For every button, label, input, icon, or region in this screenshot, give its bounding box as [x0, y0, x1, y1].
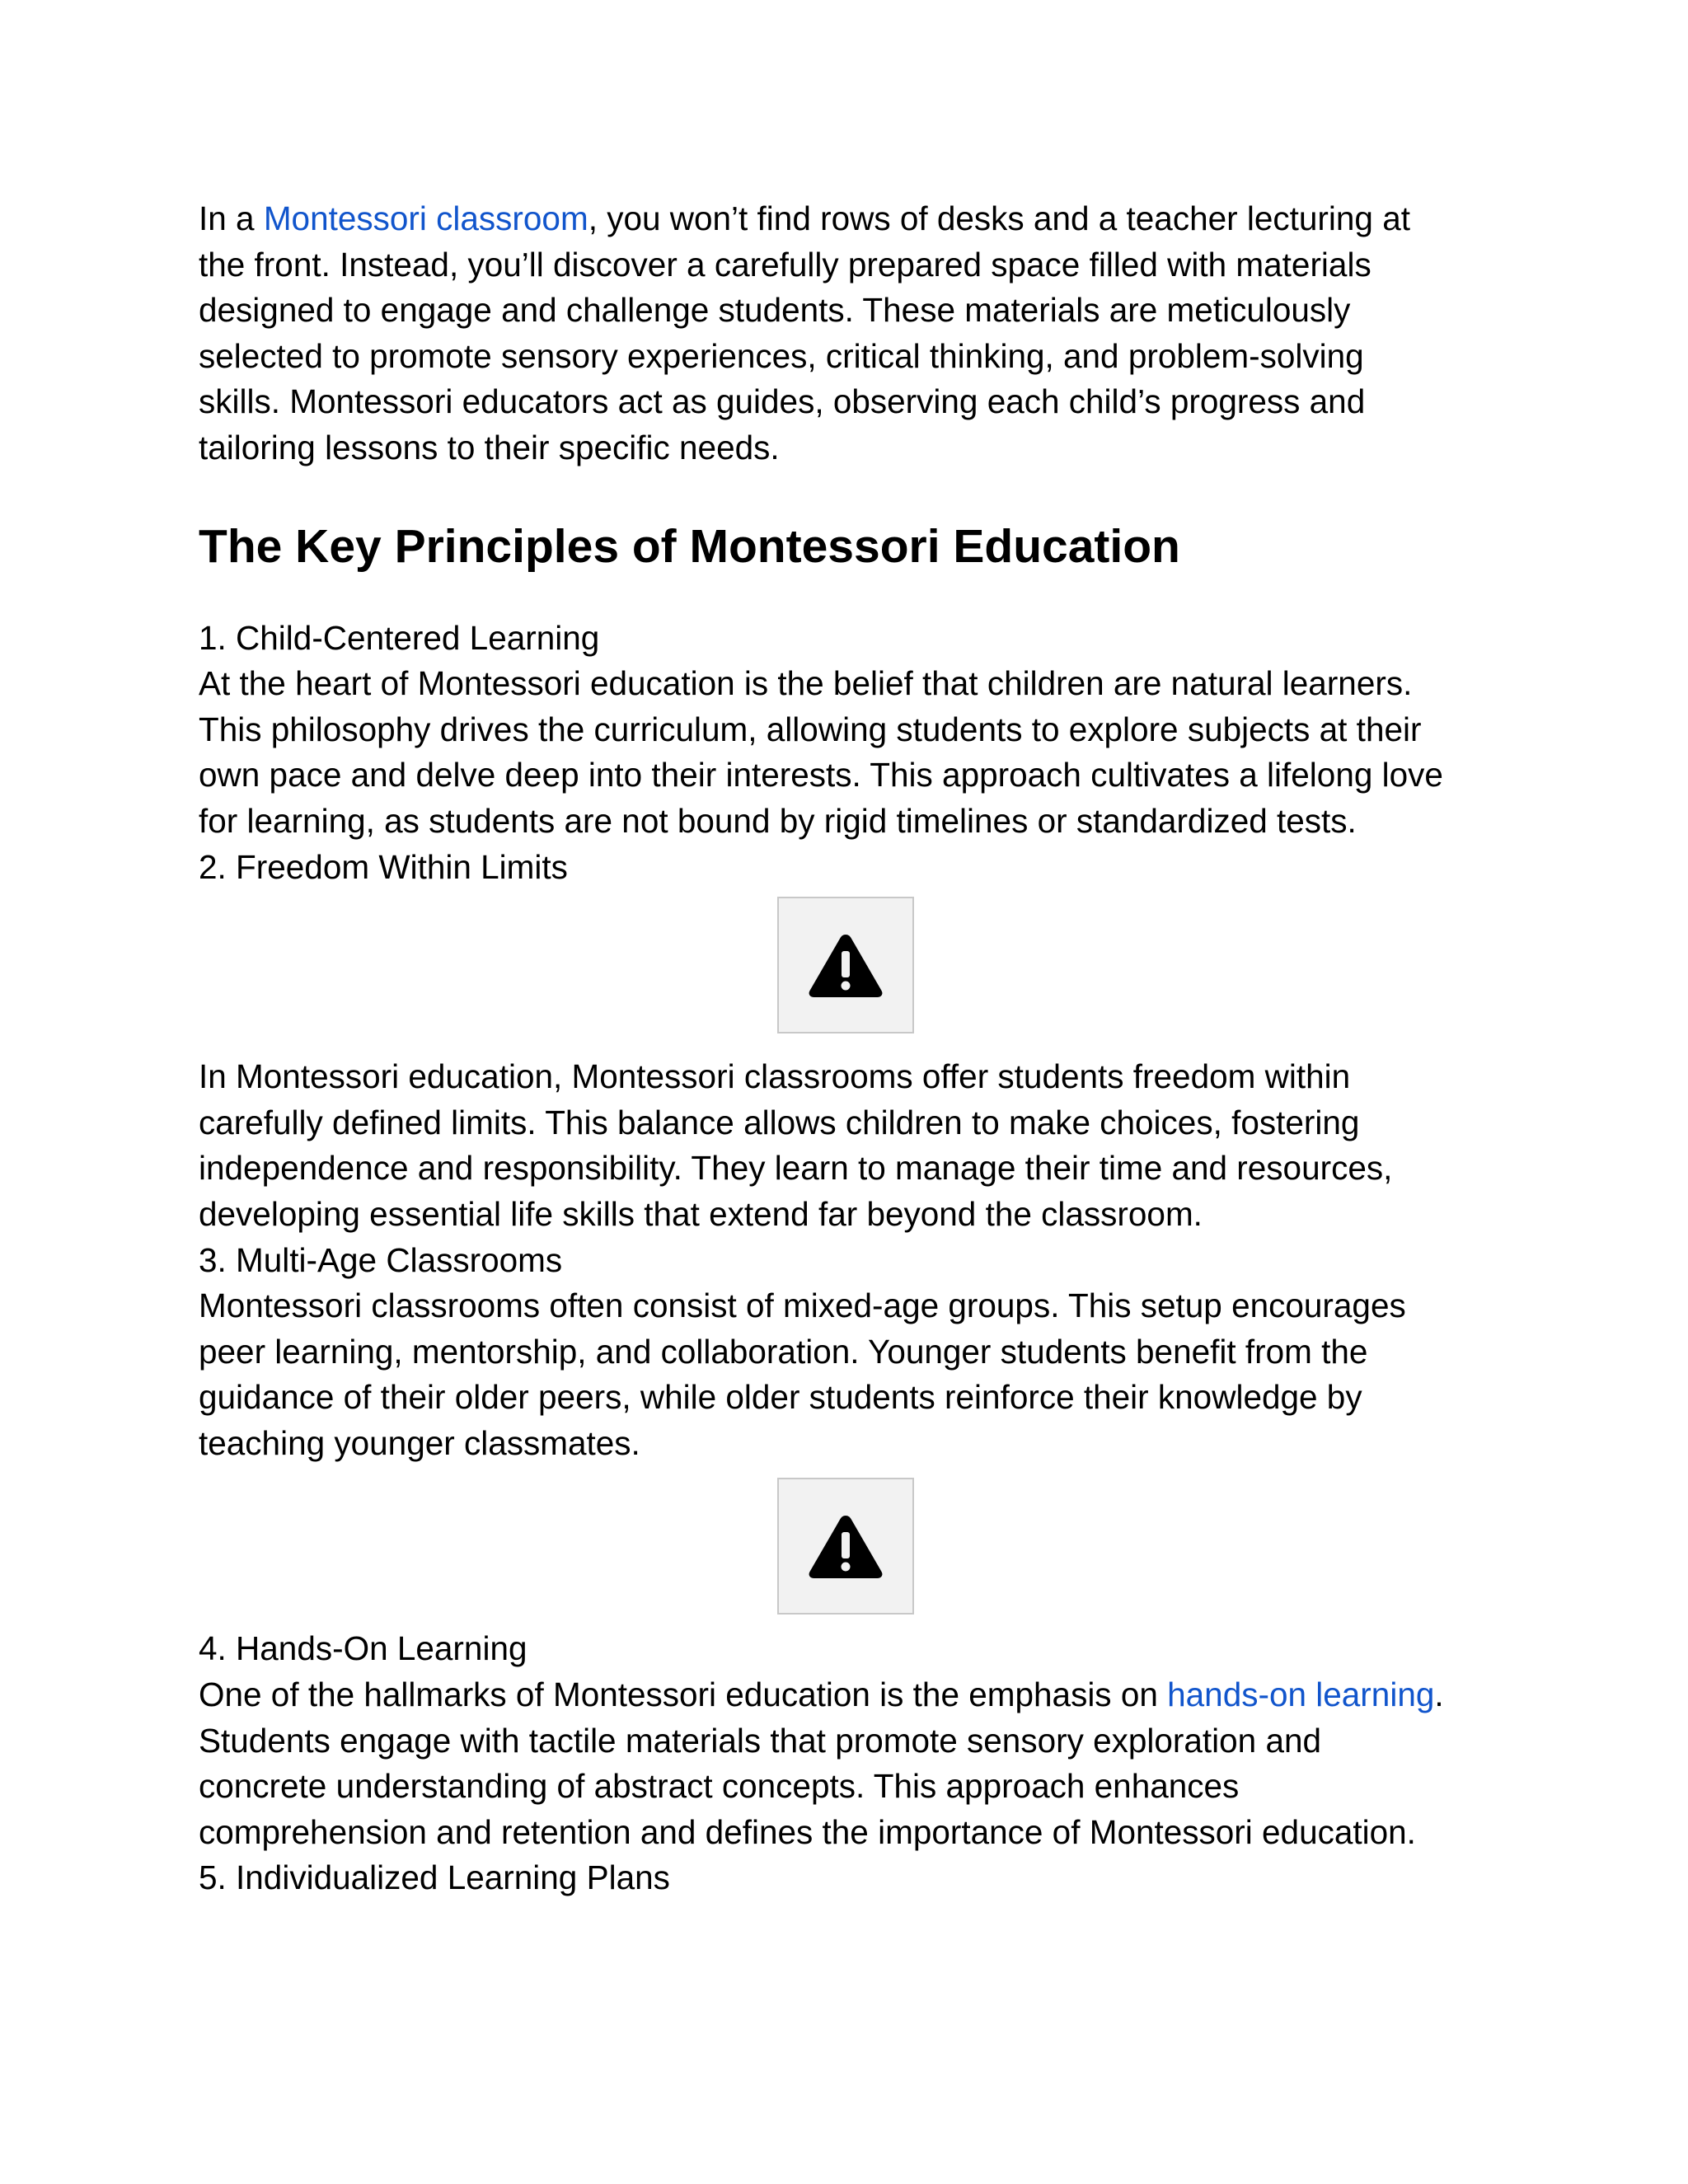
intro-text-rest: , you won’t find rows of desks and a teacher lecturing at the front. Instead, you’ll discover a carefully prepared space filled with materials designed to engage and challenge students. These materials are meticulously selected to promote sensory experiences, critical thinking, and problem-solving skills. Montessori educators act as guides, observing each child’s progress and tailoring lessons to their specific needs.	[199, 199, 1410, 466]
principle-1-title: 1. Child-Centered Learning	[199, 618, 600, 657]
principle-3-body: Montessori classrooms often consist of mixed-age groups. This setup encourages peer learning, mentorship, and collaboration. Younger students benefit from the guidance of their older peers, while older students reinforce their knowledge by teaching younger classmates.	[199, 1286, 1406, 1462]
image-container	[199, 897, 1493, 1033]
broken-image-placeholder	[777, 1478, 914, 1615]
spacer	[199, 890, 1493, 897]
warning-icon	[807, 931, 884, 999]
principle-4-body	[199, 1672, 1493, 1855]
broken-image-placeholder	[777, 897, 914, 1033]
principle-3-title: 3. Multi-Age Classrooms	[199, 1240, 563, 1279]
principle-2-title: 2. Freedom Within Limits	[199, 847, 568, 886]
spacer	[199, 1615, 1493, 1626]
section-heading: The Key Principles of Montessori Education	[199, 519, 1180, 573]
principle-4-text-start: One of the hallmarks of Montessori education is the emphasis on	[199, 1675, 1168, 1714]
principle-2-body: In Montessori education, Montessori classrooms offer students freedom within carefully defined limits. This balance allows children to make choices, fostering independence and responsibility. They learn to manage their time and resources, developing essential life skills that extend far beyond the classroom.	[199, 1057, 1393, 1233]
principle-5-title: 5. Individualized Learning Plans	[199, 1858, 670, 1897]
principle-4-title: 4. Hands-On Learning	[199, 1629, 528, 1668]
article-content	[199, 196, 1493, 1901]
spacer	[199, 1033, 1493, 1054]
hands-on-learning-link[interactable]: hands-on learning	[1167, 1675, 1435, 1714]
warning-icon	[807, 1512, 884, 1580]
intro-text-start: In a	[199, 199, 264, 237]
spacer	[199, 1466, 1493, 1478]
principle-4-text-rest: . Students engage with tactile materials that promote sensory exploration and concrete understanding of abstract concepts. This approach enhances comprehension and retention and defines the importance of Montessori education.	[199, 1675, 1444, 1851]
image-container	[199, 1478, 1493, 1615]
spacer	[199, 575, 1493, 616]
montessori-classroom-link[interactable]: Montessori classroom	[263, 199, 588, 237]
principle-1-body: At the heart of Montessori education is the belief that children are natural learners. This philosophy drives the curriculum, allowing students to explore subjects at their own pace and delve deep into their interests. This approach cultivates a lifelong love for learning, as students are not bound by rigid timelines or standardized tests.	[199, 664, 1443, 840]
intro-paragraph	[199, 196, 1493, 471]
spacer	[199, 471, 1493, 518]
